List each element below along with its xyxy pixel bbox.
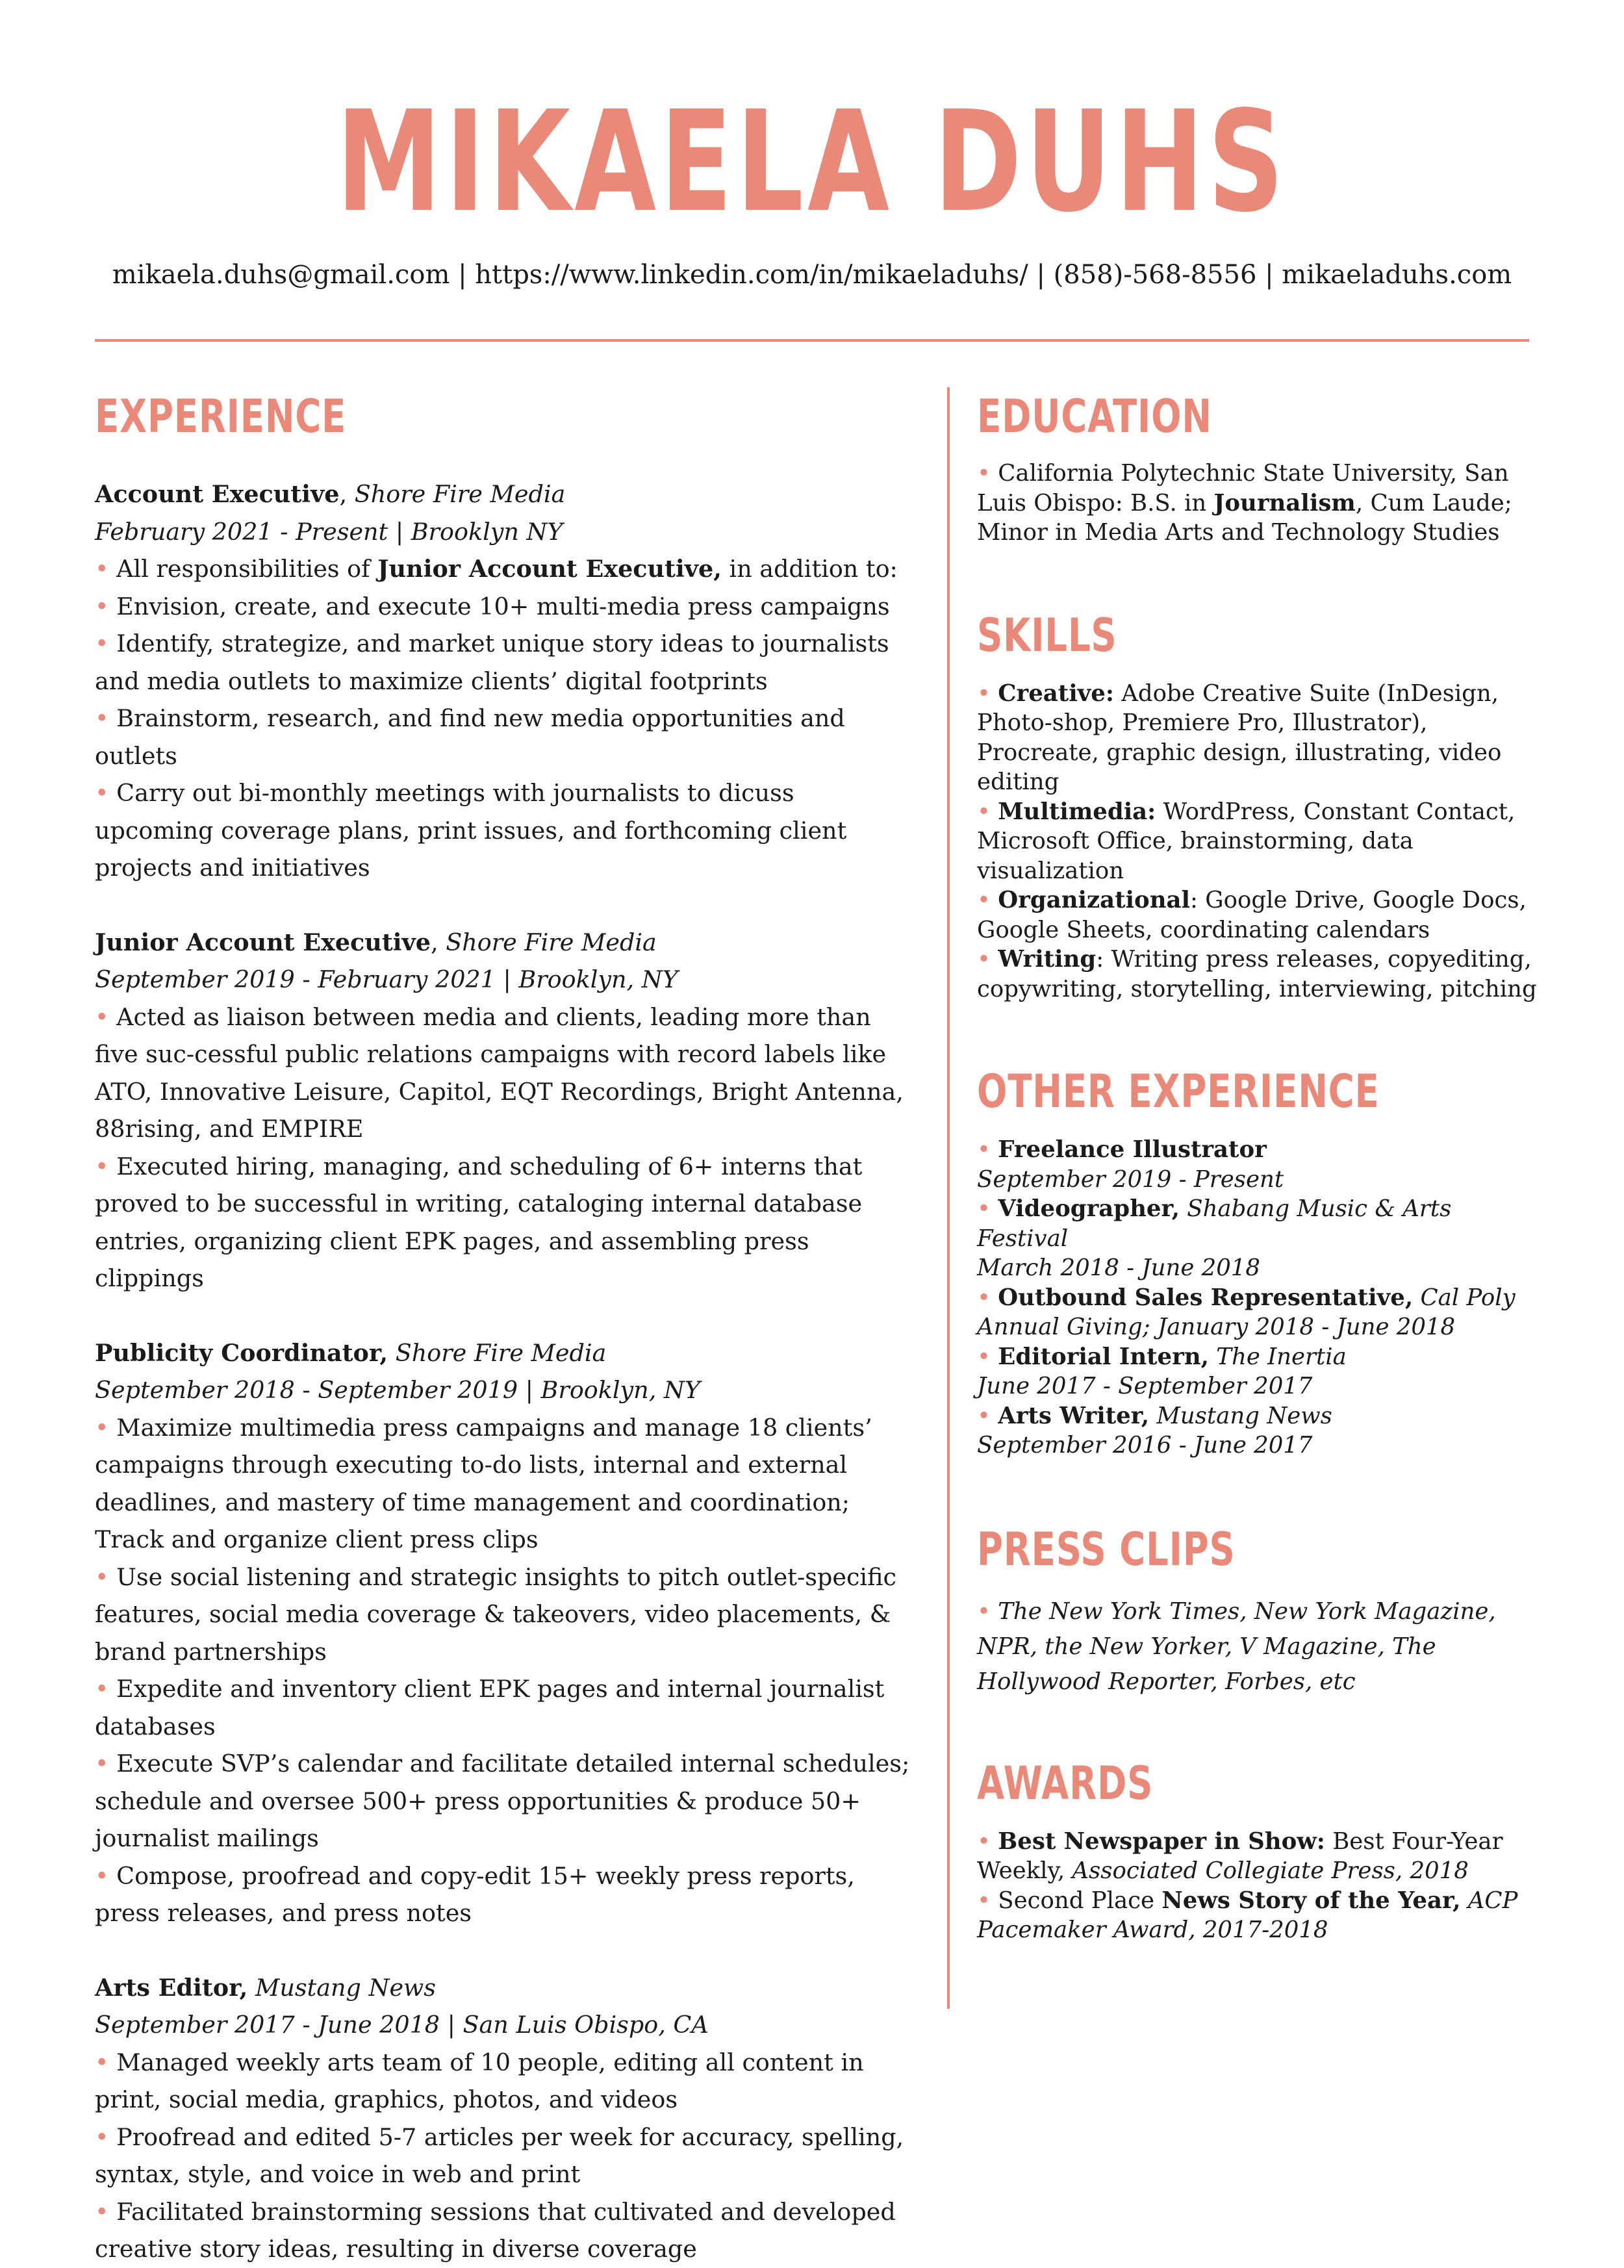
award-item	[977, 1886, 1549, 1945]
other-org: The Inertia	[1209, 1343, 1347, 1370]
bullet-text: All responsibilities of	[116, 555, 378, 583]
job-title-separator	[247, 1974, 255, 2002]
other-dates: January 2018 - June 2018	[1150, 1314, 1456, 1340]
job-bullet	[95, 625, 913, 700]
bullet-icon: •	[977, 1402, 991, 1429]
bullet-icon: •	[977, 1284, 991, 1311]
job-role: Arts Editor,	[95, 1973, 248, 2002]
job-title-line	[95, 924, 913, 962]
job-entry	[95, 1334, 913, 1932]
right-column	[977, 387, 1549, 1945]
job-title-line	[95, 476, 913, 513]
other-org: Shabang Music & Arts Festival	[977, 1195, 1452, 1252]
bullet-text: Execute SVP’s calendar and facilitate detailed internal schedules; schedule and oversee 500+ press opportunities & produce 50+ journalist mailings	[95, 1750, 910, 1852]
bullet-icon: •	[977, 887, 991, 913]
experience-heading: EXPERIENCE	[95, 390, 347, 443]
job-bullet	[95, 1559, 913, 1671]
job-bullet	[95, 2044, 913, 2119]
contact-separator: |	[450, 260, 476, 290]
job-company: Shore Fire Media	[354, 480, 566, 508]
bullet-text: Facilitated brainstorming sessions that cultivated and developed creative story ideas, resulting in diverse coverage	[95, 2197, 896, 2263]
job-dates	[95, 961, 913, 999]
other-dates: March 2018 - June 2018	[977, 1255, 1261, 1281]
bullet-icon: •	[95, 1002, 109, 1031]
job-bullet	[95, 774, 913, 887]
job-bullet	[95, 588, 913, 626]
job-entry	[95, 924, 913, 1297]
job-role: Account Executive	[95, 480, 340, 508]
job-bullet	[95, 2193, 913, 2268]
job-dates	[95, 2006, 913, 2044]
other-org: Cal Poly Annual Giving;	[977, 1284, 1516, 1340]
awards-list	[977, 1827, 1549, 1945]
job-title-separator: ,	[339, 480, 355, 508]
other-dates: September 2019 - Present	[977, 1166, 1284, 1193]
job-dates	[95, 513, 913, 551]
job-role: Junior Account Executive	[95, 928, 431, 956]
skill-text: : Google Drive, Google Docs, Google Sheets, coordinating calendars	[977, 887, 1527, 943]
bullet-icon: •	[977, 680, 991, 707]
phone-number: (858)-568-8556	[1053, 260, 1257, 290]
bullet-icon: •	[977, 798, 991, 825]
bullet-icon: •	[977, 1828, 991, 1855]
award-source: Associated Collegiate Press, 2018	[1065, 1857, 1469, 1884]
bullet-text: Use social listening and strategic insights to pitch outlet-specific features, social media coverage & takeovers, video placements, & brand partnerships	[95, 1562, 896, 1666]
education-entry	[977, 459, 1549, 548]
skill-text: : Writing press releases, copyediting, copywriting, storytelling, interviewing, pitching	[977, 946, 1537, 1002]
bullet-icon: •	[977, 1598, 991, 1625]
job-dates-text: September 2018 - September 2019 | Brooklyn, NY	[95, 1376, 700, 1404]
bullet-text: Proofread and edited 5-7 articles per week for accuracy, spelling, syntax, style, and voice in web and print	[95, 2122, 904, 2188]
skill-item	[977, 797, 1549, 886]
other-experience-item	[977, 1342, 1549, 1401]
skill-label: Multimedia:	[998, 798, 1156, 825]
header-divider	[95, 339, 1529, 342]
job-company: Mustang News	[255, 1973, 437, 2002]
bullet-text: Executed hiring, managing, and scheduling of 6+ interns that proved to be successful in writing, cataloging internal database entries, organizing client EPK pages, and assembling press clippings	[95, 1152, 863, 1292]
bullet-icon: •	[95, 1861, 109, 1890]
other-org: Mustang News	[1149, 1402, 1332, 1429]
bullet-icon: •	[977, 1195, 991, 1222]
bullet-text: Acted as liaison between media and clients, leading more than five suc-cessful public relations campaigns with record labels like ATO, Innovative Leisure, Capitol, EQT Recordings, Bright Antenna, 88rising, and EMPIRE	[95, 1002, 904, 1143]
job-bullet	[95, 700, 913, 774]
bullet-icon: •	[95, 779, 109, 807]
bullet-icon: •	[95, 1750, 109, 1777]
job-title-line	[95, 1334, 913, 1372]
education-text: California Polytechnic State University, San Luis Obispo: B.S. in	[977, 460, 1509, 516]
job-bullet	[95, 1148, 913, 1297]
bullet-text: Compose, proofread and copy-edit 15+ weekly press reports, press releases, and press notes	[95, 1861, 855, 1927]
other-experience-item	[977, 1401, 1549, 1460]
education-major: Journalism	[1213, 489, 1356, 516]
job-company: Shore Fire Media	[395, 1338, 607, 1367]
bullet-text: Envision, create, and execute 10+ multi-media press campaigns	[116, 592, 890, 620]
bullet-text: Carry out bi-monthly meetings with journalists to dicuss upcoming coverage plans, print issues, and forthcoming client projects and initiatives	[95, 779, 847, 882]
bullet-icon: •	[95, 2197, 109, 2226]
bullet-icon: •	[977, 460, 991, 487]
job-title-separator: ,	[430, 928, 446, 956]
bullet-icon: •	[95, 555, 109, 583]
job-entry	[95, 1969, 913, 2268]
award-text: Second Place	[998, 1887, 1162, 1914]
job-bullet	[95, 2119, 913, 2193]
job-role: Publicity Coordinator,	[95, 1338, 388, 1367]
bullet-text: Brainstorm, research, and find new media opportunities and outlets	[95, 704, 845, 770]
column-divider	[947, 387, 950, 2009]
awards-heading: AWARDS	[977, 1756, 1154, 1810]
press-clips-text: The New York Times, New York Magazine, NPR, the New Yorker, V Magazine, The Hollywood Reporter, Forbes, etc	[977, 1598, 1496, 1695]
other-experience-heading: OTHER EXPERIENCE	[977, 1065, 1380, 1118]
bullet-bold: Junior Account Executive,	[377, 555, 722, 583]
job-dates	[95, 1371, 913, 1409]
skill-label: Organizational	[998, 887, 1191, 913]
skill-label: Writing	[998, 946, 1097, 973]
contact-separator: |	[1256, 260, 1282, 290]
job-bullet	[95, 1409, 913, 1559]
award-title: News Story of the Year,	[1161, 1887, 1461, 1914]
other-role: Freelance Illustrator	[998, 1136, 1267, 1163]
bullet-icon: •	[95, 1562, 109, 1591]
resume-name: MIKAELA DUHS	[336, 81, 1288, 243]
contact-separator: |	[1028, 260, 1054, 290]
job-title-separator	[388, 1339, 396, 1367]
bullet-text: Maximize multimedia press campaigns and manage 18 clients’ campaigns through executing to-do lists, internal and external deadlines, and mastery of time management and coordination; Track and organize client press clips	[95, 1413, 872, 1553]
other-role: Videographer,	[998, 1195, 1180, 1222]
bullet-icon: •	[95, 1675, 109, 1703]
other-role: Arts Writer,	[998, 1402, 1150, 1429]
linkedin-link[interactable]: https://www.linkedin.com/in/mikaeladuhs/	[475, 260, 1028, 290]
award-text: Best Four-Year Weekly,	[977, 1828, 1503, 1884]
other-experience-item	[977, 1135, 1549, 1194]
other-dates: September 2016 - June 2017	[977, 1432, 1313, 1459]
bullet-icon: •	[95, 1152, 109, 1180]
bullet-icon: •	[977, 1343, 991, 1370]
other-role: Editorial Intern,	[998, 1343, 1210, 1370]
other-experience-item	[977, 1283, 1549, 1342]
bullet-icon: •	[977, 1887, 991, 1914]
other-dates: June 2017 - September 2017	[977, 1373, 1313, 1399]
bullet-icon: •	[95, 1413, 109, 1442]
bullet-text: Identify, strategize, and market unique story ideas to journalists and media outlets to maximize clients’ digital footprints	[95, 630, 889, 695]
award-item	[977, 1827, 1549, 1886]
job-bullet	[95, 999, 913, 1148]
bullet-icon: •	[95, 592, 109, 620]
bullet-text: in addition to:	[721, 555, 898, 583]
bullet-icon: •	[95, 2048, 109, 2076]
skills-heading: SKILLS	[977, 608, 1117, 662]
contact-line	[0, 257, 1624, 292]
job-entry	[95, 476, 913, 887]
other-experience-list	[977, 1135, 1549, 1460]
skill-text: Adobe Creative Suite (InDesign, Photo-shop, Premiere Pro, Illustrator), Procreate, graphic design, illustrating, video editing	[977, 680, 1502, 795]
job-bullet	[95, 1670, 913, 1745]
job-dates-text: September 2017 - June 2018 | San Luis Obispo, CA	[95, 2011, 709, 2039]
skill-text: WordPress, Constant Contact, Microsoft Office, brainstorming, data visualization	[977, 798, 1516, 884]
bullet-icon: •	[95, 704, 109, 732]
bullet-icon: •	[977, 946, 991, 973]
press-clips-entry	[977, 1594, 1549, 1700]
press-clips-heading: PRESS CLIPS	[977, 1522, 1236, 1576]
bullet-text: Expedite and inventory client EPK pages and internal journalist databases	[95, 1675, 885, 1740]
award-title: Best Newspaper in Show:	[998, 1828, 1325, 1855]
job-title-line	[95, 1969, 913, 2007]
skill-label: Creative:	[998, 680, 1114, 707]
award-source: ACP Pacemaker Award, 2017-2018	[977, 1887, 1518, 1943]
bullet-icon: •	[95, 2122, 109, 2151]
job-bullet	[95, 550, 913, 588]
website-link[interactable]: mikaeladuhs.com	[1282, 260, 1512, 290]
bullet-text: Managed weekly arts team of 10 people, editing all content in print, social media, graphics, photos, and videos	[95, 2048, 864, 2113]
bullet-icon: •	[977, 1136, 991, 1163]
skills-list	[977, 679, 1549, 1004]
job-bullet	[95, 1857, 913, 1932]
other-experience-item	[977, 1194, 1549, 1283]
job-dates-text: February 2021 - Present | Brooklyn NY	[95, 517, 563, 546]
skill-item	[977, 886, 1549, 945]
email-link[interactable]: mikaela.duhs@gmail.com	[112, 260, 450, 290]
job-bullet	[95, 1745, 913, 1857]
other-role: Outbound Sales Representative,	[998, 1284, 1414, 1311]
left-column	[95, 387, 913, 2268]
education-heading: EDUCATION	[977, 390, 1212, 443]
education-text: , Cum Laude; Minor in Media Arts and Technology Studies	[977, 489, 1512, 546]
job-company: Shore Fire Media	[446, 928, 657, 956]
job-dates-text: September 2019 - February 2021 | Brooklyn, NY	[95, 965, 678, 993]
skill-item	[977, 679, 1549, 797]
bullet-icon: •	[95, 630, 109, 657]
skill-item	[977, 945, 1549, 1004]
